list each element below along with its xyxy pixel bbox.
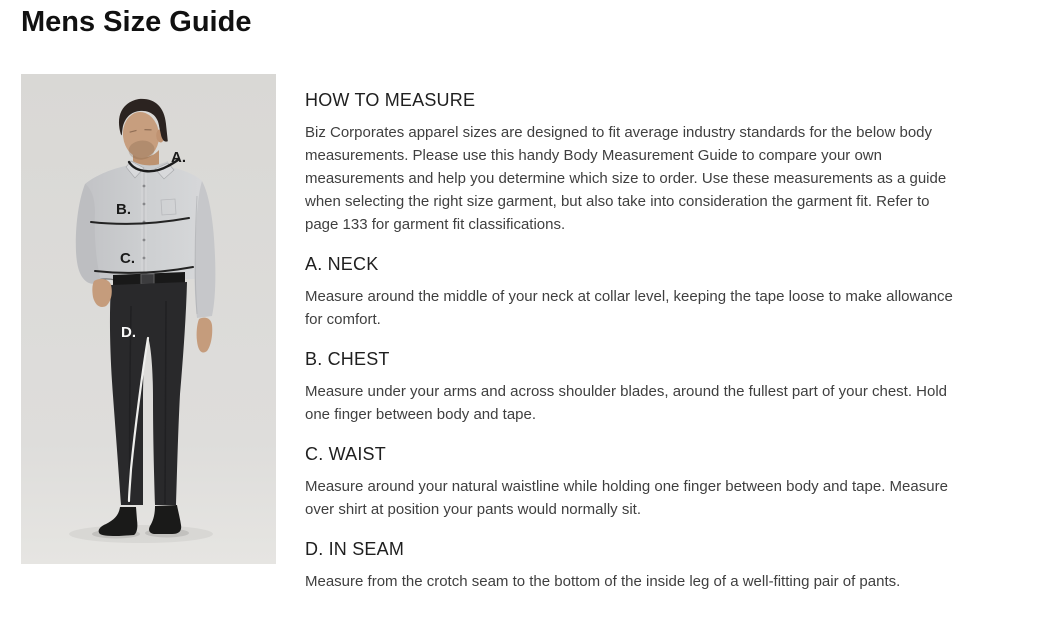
floor-shadow xyxy=(69,525,213,543)
text-column xyxy=(305,74,955,593)
section-heading: D. IN SEAM xyxy=(305,539,405,559)
section-inseam xyxy=(305,539,955,593)
size-guide-photo xyxy=(21,74,276,564)
section-neck xyxy=(305,254,955,331)
measure-label-d: D. xyxy=(121,324,136,341)
section-chest xyxy=(305,349,955,426)
section-body: Measure around the middle of your neck at collar level, keeping the tape loose to make allowance for comfort. xyxy=(305,288,953,328)
section-heading: B. CHEST xyxy=(305,349,390,369)
belt-buckle xyxy=(141,274,154,284)
section-body: Measure around your natural waistline while holding one finger between body and tape. Measure over shirt at position your pants would normally sit. xyxy=(305,478,948,518)
measure-label-a: A. xyxy=(171,149,186,166)
measure-label-c: C. xyxy=(120,250,135,267)
section-heading: C. WAIST xyxy=(305,444,386,464)
section-body: Biz Corporates apparel sizes are designed to fit average industry standards for the below body measurements. Please use this handy Body Measurement Guide to compare your own measurements and help you determine which size to order. Use these measurements as a guide when selecting the right size garment, but also take into consideration the garment fit. Refer to page 133 for garment fit classifications. xyxy=(305,124,947,233)
section-how-to-measure xyxy=(305,90,955,236)
section-body: Measure from the crotch seam to the bottom of the inside leg of a well-fitting pair of pants. xyxy=(305,573,901,590)
page-title: Mens Size Guide xyxy=(21,6,252,38)
measure-label-b: B. xyxy=(116,201,131,218)
section-body: Measure under your arms and across shoulder blades, around the fullest part of your chest. Hold one finger between body and tape. xyxy=(305,383,948,423)
photo-column xyxy=(21,74,276,564)
section-heading: HOW TO MEASURE xyxy=(305,90,476,110)
content-row xyxy=(21,74,1038,593)
section-heading: A. NECK xyxy=(305,254,379,274)
section-waist xyxy=(305,444,955,521)
